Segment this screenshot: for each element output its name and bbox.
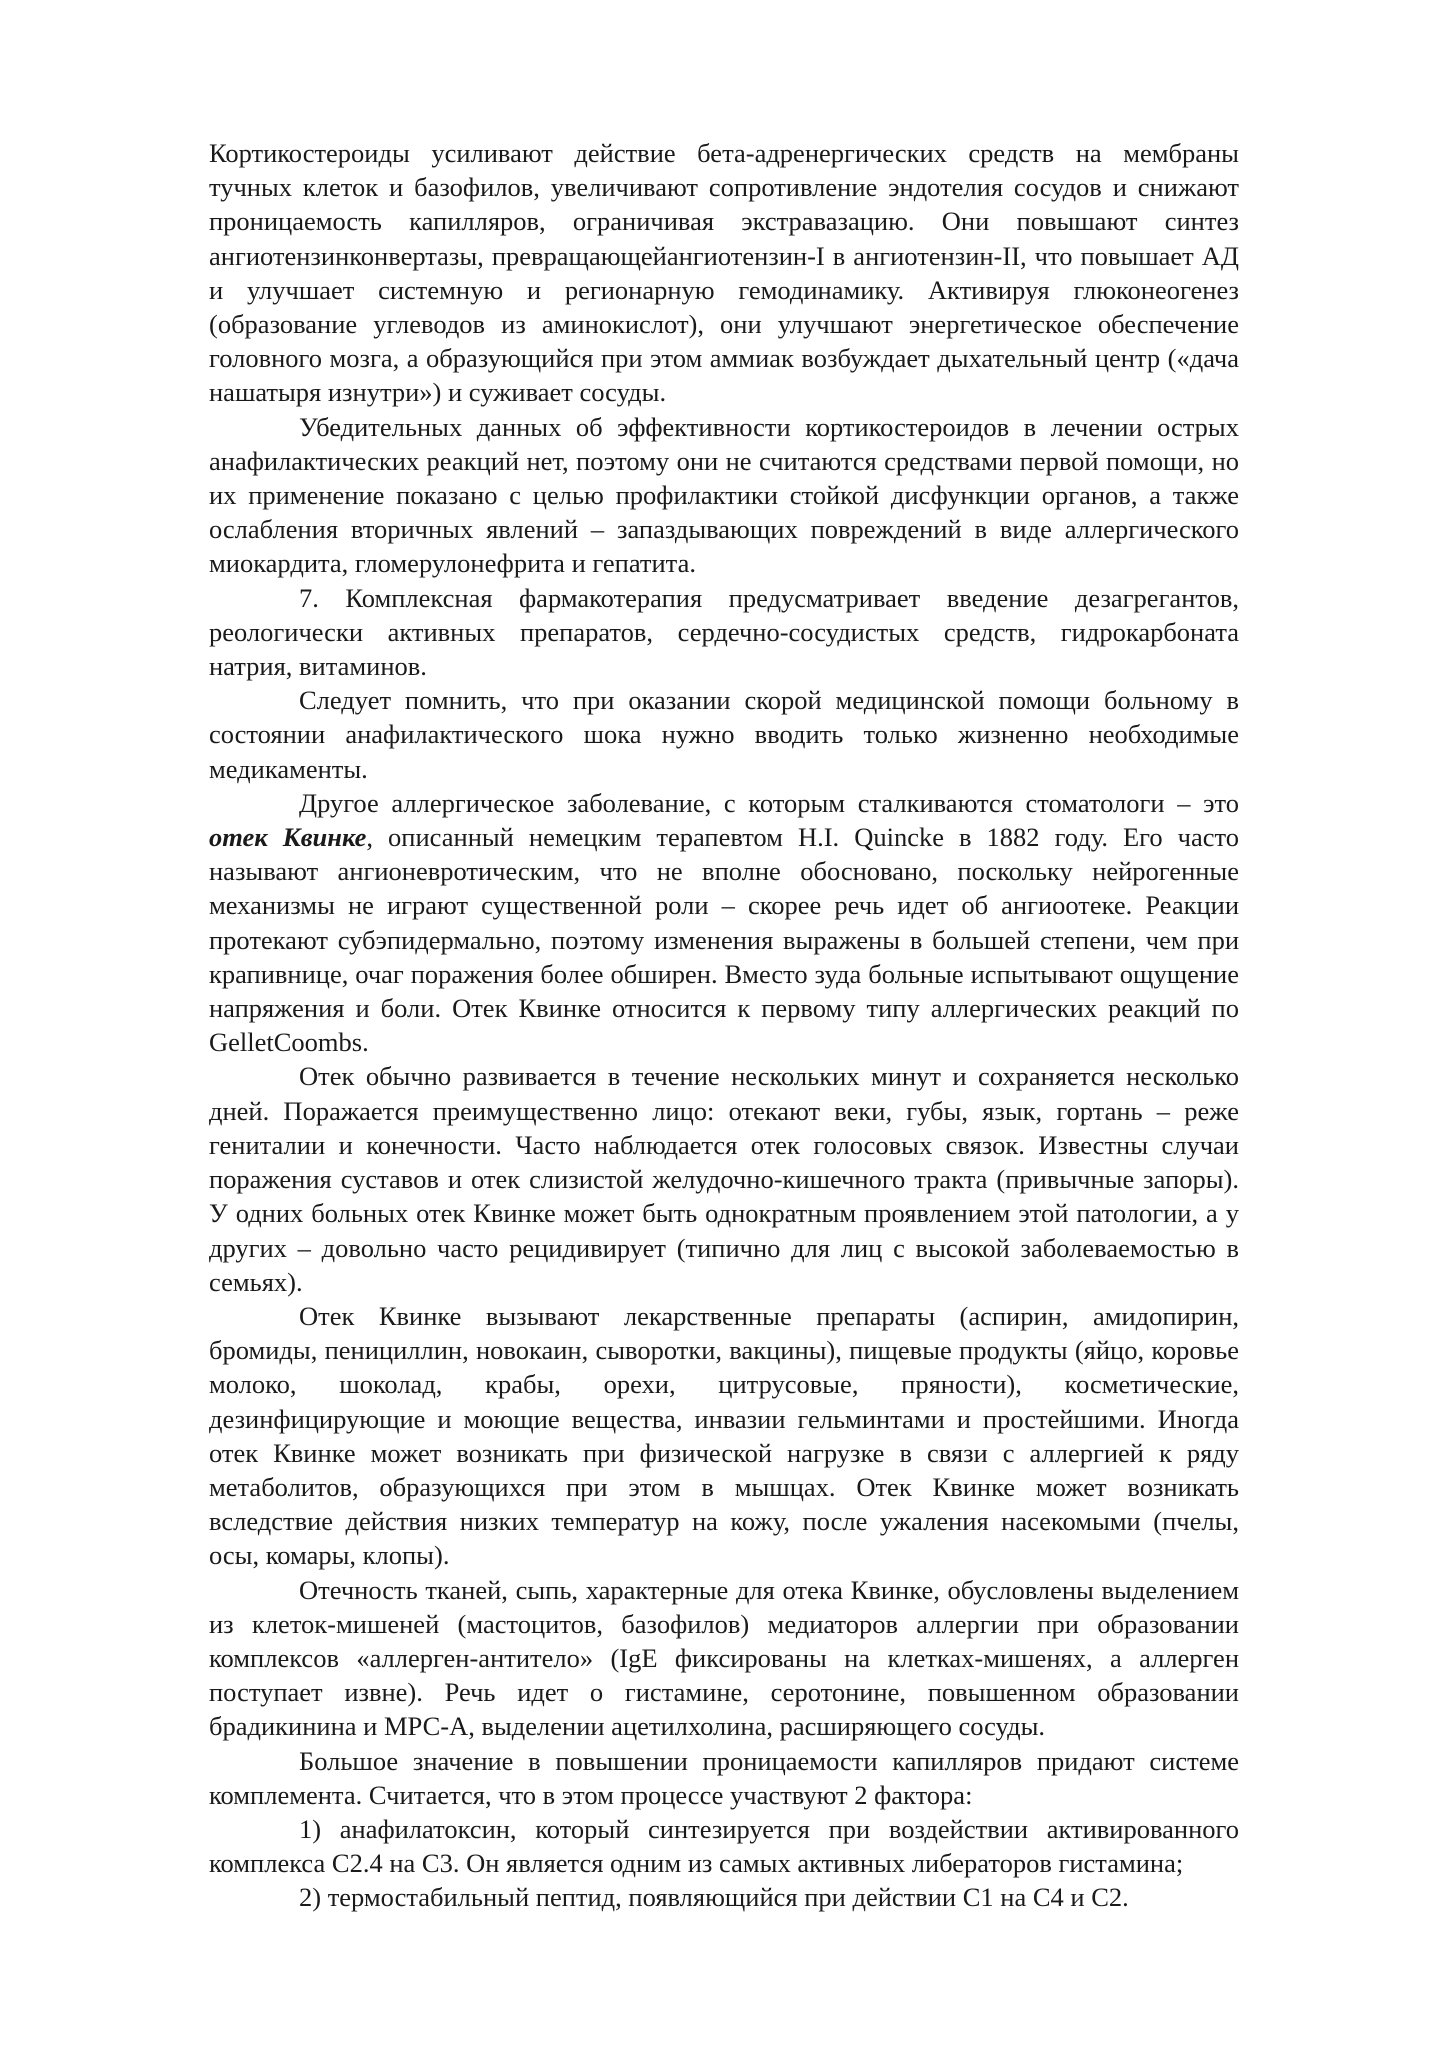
paragraph-complement-system: Большое значение в повышении проницаемости капилляров придают системе комплемента. Считается, что в этом процессе участвуют 2 фактора: [209, 1745, 1239, 1810]
term-quincke-edema: отек Квинке [209, 822, 367, 853]
paragraph-edema-causes: Отек Квинке вызывают лекарственные препараты (аспирин, амидопирин, бромиды, пенициллин, новокаин, сыворотки, вакцины), пищевые продукты (яйцо, коровье молоко, шоколад, крабы, орехи, цитрусовые, пряности), косметические, дезинфицирующие и моющие вещества, инвазии гельминтами и простейшими. Иногда отек Квинке может возникать при физической нагрузке в связи с аллергией к ряду метаболитов, образующихся при этом в мышцах. Отек Квинке может возникать вследствие действия низких температур на кожу, после ужаления насекомыми (пчелы, осы, комары, клопы). [209, 1300, 1239, 1571]
document-page [209, 136, 1239, 1915]
paragraph-edema-course: Отек обычно развивается в течение нескольких минут и сохраняется несколько дней. Поражается преимущественно лицо: отекают веки, губы, язык, гортань – реже гениталии и конечности. Часто наблюдается отек голосовых связок. Известны случаи поражения суставов и отек слизистой желудочно-кишечного тракта (привычные запоры). У одних больных отек Квинке может быть однократным проявлением этой патологии, а у других – довольно часто рецидивирует (типично для лиц с высокой заболеваемостью в семьях). [209, 1061, 1239, 1297]
paragraph-quincke-edema-intro [209, 786, 1239, 1060]
paragraph-corticosteroids-effects: Кортикостероиды усиливают действие бета-адренергических средств на мембраны тучных клеток и базофилов, увеличивают сопротивление эндотелия сосудов и снижают проницаемость капилляров, ограничивая экстравазацию. Они повышают синтез ангиотензинконвертазы, превращающейангиотензин-I в ангиотензин-II, что повышает АД и улучшает системную и регионарную гемодинамику. Активируя глюконеогенез (образование углеводов из аминокислот), они улучшают энергетическое обеспечение головного мозга, а образующийся при этом аммиак возбуждает дыхательный центр («дача нашатыря изнутри») и суживает сосуды. [209, 138, 1239, 408]
paragraph-quincke-intro-after: , описанный немецким терапевтом H.I. Quincke в 1882 году. Его часто называют ангионевротическим, что не вполне обосновано, поскольку нейрогенные механизмы не играют существенной роли – скорее речь идет об ангиоотеке. Реакции протекают субэпидермально, поэтому изменения выражены в большей степени, чем при крапивнице, очаг поражения более обширен. Вместо зуда больные испытывают ощущение напряжения и боли. Отек Квинке относится к первому типу аллергических реакций по GelletCoombs. [209, 822, 1239, 1058]
paragraph-quincke-intro-before: Другое аллергическое заболевание, с которым сталкиваются стоматологи – это [299, 787, 1239, 818]
paragraph-complex-pharmacotherapy: 7. Комплексная фармакотерапия предусматривает введение дезагрегантов, реологически активных препаратов, сердечно-сосудистых средств, гидрокарбоната натрия, витаминов. [209, 582, 1239, 682]
paragraph-emergency-note: Следует помнить, что при оказании скорой медицинской помощи больному в состоянии анафилактического шока нужно вводить только жизненно необходимые медикаменты. [209, 685, 1239, 784]
list-item-anaphylatoxin: 1) анафилатоксин, который синтезируется при воздействии активированного комплекса С2.4 на С3. Он является одним из самых активных либераторов гистамина; [209, 1813, 1239, 1879]
paragraph-edema-mechanism: Отечность тканей, сыпь, характерные для отека Квинке, обусловлены выделением из клеток-мишеней (мастоцитов, базофилов) медиаторов аллергии при образовании комплексов «аллерген-антитело» (IgE фиксированы на клетках-мишенях, а аллерген поступает извне). Речь идет о гистамине, серотонине, повышенном образовании брадикинина и МРС-А, выделении ацетилхолина, расширяющего сосуды. [209, 1574, 1239, 1742]
list-item-thermostable-peptide: 2) термостабильный пептид, появляющийся при действии С1 на С4 и С2. [299, 1882, 1129, 1913]
paragraph-corticosteroids-efficacy: Убедительных данных об эффективности кортикостероидов в лечении острых анафилактических реакций нет, поэтому они не считаются средствами первой помощи, но их применение показано с целью профилактики стойкой дисфункции органов, а также ослабления вторичных явлений – запаздывающих повреждений в виде аллергического миокардита, гломерулонефрита и гепатита. [209, 411, 1239, 579]
